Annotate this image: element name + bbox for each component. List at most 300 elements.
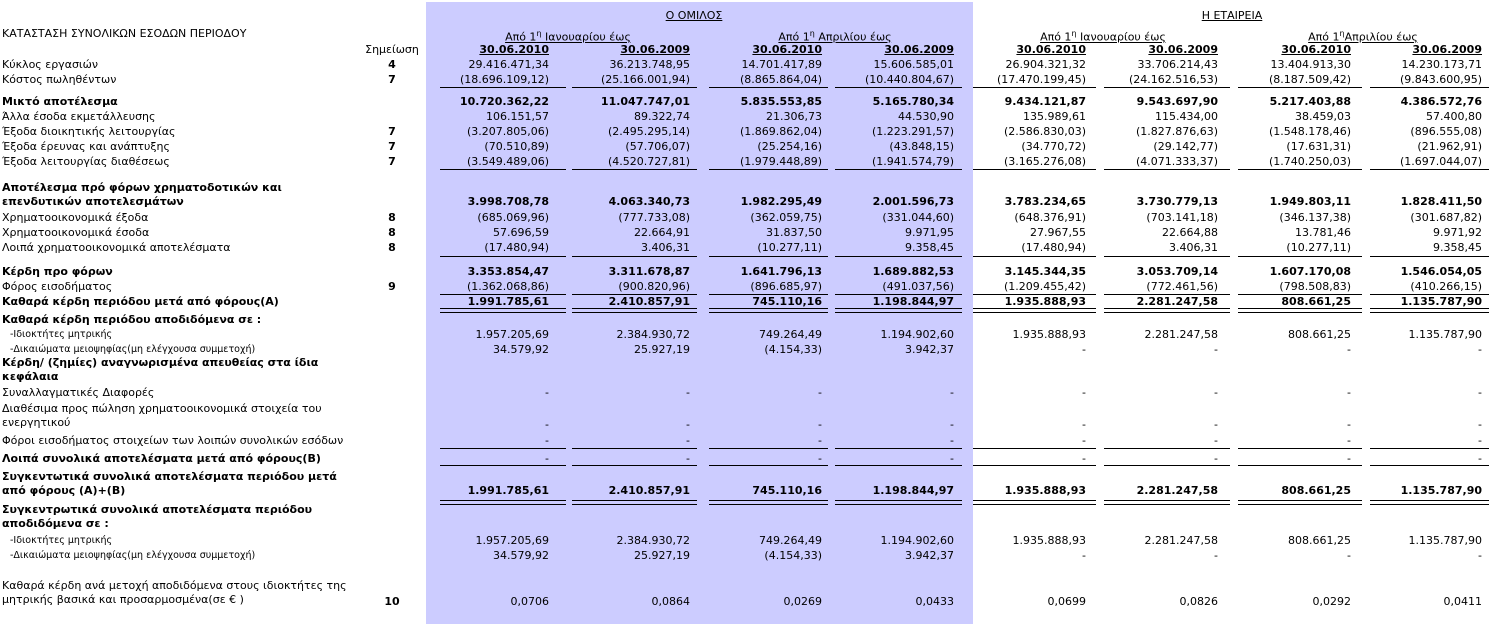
table-cell: (3.165.276,08) — [1003, 155, 1086, 168]
table-cell: 2.281.247,58 — [1144, 534, 1218, 547]
table-cell: (3.207.805,06) — [466, 125, 549, 138]
rule-line — [1104, 448, 1230, 449]
table-cell: 745.110,16 — [752, 484, 822, 497]
table-cell: 9.971,95 — [905, 226, 954, 239]
rule-line — [440, 465, 566, 466]
group-period-apr: Από $1^\eta$ Απριλίου έως — [778, 29, 892, 44]
table-cell: 13.404.913,30 — [1270, 58, 1351, 71]
table-cell: 5.165.780,34 — [872, 95, 954, 108]
table-cell: - — [1478, 434, 1482, 447]
table-cell: 1.991.785,61 — [467, 484, 549, 497]
table-cell: (43.848,15) — [889, 140, 954, 153]
table-cell: 1.982.295,49 — [740, 195, 822, 208]
table-cell: (70.510,89) — [484, 140, 549, 153]
table-cell: (362.059,75) — [750, 211, 822, 224]
rule-line — [709, 448, 828, 449]
table-cell: - — [1347, 343, 1351, 356]
date-header-7: 30.06.2009 — [1412, 43, 1482, 56]
table-cell: 44.530,90 — [898, 110, 954, 123]
rule-line — [1370, 465, 1489, 466]
table-cell: - — [545, 434, 549, 447]
table-cell: 808.661,25 — [1281, 295, 1351, 308]
table-cell: - — [950, 434, 954, 447]
row-label: Λοιπά χρηματοοικονομικά αποτελέσματα — [2, 241, 231, 254]
table-cell: 1.991.785,61 — [467, 295, 549, 308]
table-cell: 0,0269 — [783, 595, 822, 608]
rule-line — [1370, 87, 1489, 88]
table-cell: 2.384.930,72 — [616, 534, 690, 547]
table-cell: (24.162.516,53) — [1128, 73, 1218, 86]
table-cell: - — [545, 386, 549, 399]
table-cell: 29.416.471,34 — [468, 58, 549, 71]
table-cell: (9.843.600,95) — [1399, 73, 1482, 86]
table-cell: 1.641.796,13 — [740, 265, 822, 278]
double-rule-line — [973, 500, 1096, 505]
note-ref: 8 — [388, 241, 396, 254]
table-cell: 2.384.930,72 — [616, 328, 690, 341]
table-cell: 1.198.844,97 — [872, 484, 954, 497]
rule-line — [835, 256, 962, 257]
table-cell: - — [686, 418, 690, 431]
rule-line — [1370, 448, 1489, 449]
table-cell: 27.967,55 — [1030, 226, 1086, 239]
table-cell: 3.406,31 — [1169, 241, 1218, 254]
double-rule-line — [1238, 500, 1362, 505]
table-cell: 0,0826 — [1179, 595, 1218, 608]
row-label: Κύκλος εργασιών — [2, 58, 98, 71]
row-label: Συναλλαγματικές Διαφορές — [2, 386, 155, 399]
table-cell: - — [950, 418, 954, 431]
table-cell: 1.957.205,69 — [475, 534, 549, 547]
rule-line — [572, 465, 697, 466]
date-header-2: 30.06.2010 — [752, 43, 822, 56]
date-header-5: 30.06.2009 — [1148, 43, 1218, 56]
table-cell: - — [686, 452, 690, 465]
group-header: Ο ΟΜΙΛΟΣ — [665, 9, 723, 22]
table-cell: - — [1478, 343, 1482, 356]
row-label: Φόρος εισοδήματος — [2, 280, 113, 293]
date-header-6: 30.06.2010 — [1281, 43, 1351, 56]
double-rule-line — [572, 500, 697, 505]
row-label: -Δικαιώματα μειοψηφίας(μη ελέγχουσα συμμετοχή) — [10, 550, 256, 561]
table-cell: (331.044,60) — [882, 211, 954, 224]
table-cell: 1.135.787,90 — [1408, 328, 1482, 341]
row-label: Χρηματοοικονομικά έσοδα — [2, 226, 150, 239]
table-cell: - — [1214, 386, 1218, 399]
table-cell: 1.198.844,97 — [872, 295, 954, 308]
table-cell: (1.979.448,89) — [739, 155, 822, 168]
double-rule-line — [440, 500, 566, 505]
double-rule-line — [835, 308, 962, 313]
table-cell: 9.358,45 — [905, 241, 954, 254]
table-cell: (703.141,18) — [1146, 211, 1218, 224]
table-cell: (10.440.804,67) — [864, 73, 954, 86]
table-cell: (17.480,94) — [1021, 241, 1086, 254]
table-cell: (2.495.295,14) — [607, 125, 690, 138]
table-cell: 38.459,03 — [1295, 110, 1351, 123]
rule-line — [1104, 294, 1230, 295]
table-cell: (10.277,11) — [757, 241, 822, 254]
table-cell: 745.110,16 — [752, 295, 822, 308]
table-cell: 5.217.403,88 — [1269, 95, 1351, 108]
table-cell: 13.781,46 — [1295, 226, 1351, 239]
rule-line — [572, 169, 697, 170]
group-period-jan: Από $1^\eta$ Ιανουαρίου έως — [505, 29, 631, 44]
note-ref: 7 — [388, 73, 396, 86]
double-rule-line — [709, 500, 828, 505]
table-cell: 749.264,49 — [759, 328, 822, 341]
table-cell: (57.706,07) — [625, 140, 690, 153]
company-period-jan: Από $1^\eta$ Ιανουαρίου έως — [1040, 29, 1166, 44]
table-cell: (8.865.864,04) — [739, 73, 822, 86]
note-column-header: Σημείωση — [365, 43, 419, 56]
table-cell: - — [545, 452, 549, 465]
row-label: Άλλα έσοδα εκμετάλλευσης — [2, 110, 156, 123]
row-label: Φόροι εισοδήματος στοιχείων των λοιπών συνολικών εσόδων — [2, 434, 344, 447]
rule-line — [835, 169, 962, 170]
double-rule-line — [1370, 308, 1489, 313]
table-cell: 0,0411 — [1443, 595, 1482, 608]
rule-line — [572, 87, 697, 88]
table-cell: 2.001.596,73 — [872, 195, 954, 208]
rule-line — [440, 169, 566, 170]
table-cell: 11.047.747,01 — [600, 95, 690, 108]
double-rule-line — [973, 308, 1096, 313]
table-cell: 1.135.787,90 — [1408, 534, 1482, 547]
table-cell: 5.835.553,85 — [740, 95, 822, 108]
table-cell: - — [545, 418, 549, 431]
table-cell: 1.194.902,60 — [880, 534, 954, 547]
table-cell: 2.410.857,91 — [608, 295, 690, 308]
table-cell: - — [1347, 549, 1351, 562]
date-header-3: 30.06.2009 — [884, 43, 954, 56]
rule-line — [835, 294, 962, 295]
table-cell: (18.696.109,12) — [459, 73, 549, 86]
note-ref: 8 — [388, 211, 396, 224]
table-cell: (17.470.199,45) — [996, 73, 1086, 86]
rule-line — [1238, 87, 1362, 88]
row-label: Κέρδη/ (ζημίες) αναγνωρισμένα απευθείας στα ίδια κεφάλαια — [2, 356, 319, 383]
table-cell: 14.701.417,89 — [741, 58, 822, 71]
table-cell: 21.306,73 — [766, 110, 822, 123]
table-cell: (2.586.830,03) — [1003, 125, 1086, 138]
table-cell: 34.579,92 — [493, 549, 549, 562]
statement-title: ΚΑΤΑΣΤΑΣΗ ΣΥΝΟΛΙΚΩΝ ΕΣΟΔΩΝ ΠΕΡΙΟΔΟΥ — [2, 27, 247, 40]
table-cell: - — [950, 452, 954, 465]
table-cell: 3.311.678,87 — [608, 265, 690, 278]
rule-line — [973, 465, 1096, 466]
row-label: -Ιδιοκτήτες μητρικής — [10, 535, 113, 546]
table-cell: - — [1214, 418, 1218, 431]
table-cell: - — [1478, 386, 1482, 399]
note-ref: 10 — [384, 595, 400, 608]
table-cell: 26.904.321,32 — [1005, 58, 1086, 71]
table-cell: - — [1347, 434, 1351, 447]
double-rule-line — [1104, 308, 1230, 313]
double-rule-line — [440, 308, 566, 313]
table-cell: (4.154,33) — [764, 549, 822, 562]
table-cell: 3.998.708,78 — [467, 195, 549, 208]
row-label: -Δικαιώματα μειοψηφίας(μη ελέγχουσα συμμετοχή) — [10, 344, 256, 355]
table-cell: 34.579,92 — [493, 343, 549, 356]
rule-line — [1104, 169, 1230, 170]
row-label: Αποτέλεσμα πρό φόρων χρηματοδοτικών και επενδυτικών αποτελεσμάτων — [2, 181, 282, 208]
rule-line — [1238, 465, 1362, 466]
row-label: Διαθέσιμα προς πώληση χρηματοοικονομικά στοιχεία του ενεργητικού — [2, 402, 322, 429]
table-cell: (301.687,82) — [1410, 211, 1482, 224]
row-label: Έξοδα λειτουργίας διαθέσεως — [2, 155, 170, 168]
table-cell: - — [1478, 452, 1482, 465]
table-cell: - — [686, 434, 690, 447]
table-cell: - — [1082, 452, 1086, 465]
table-cell: - — [1082, 386, 1086, 399]
table-cell: (896.685,97) — [750, 280, 822, 293]
table-cell: - — [1347, 418, 1351, 431]
note-ref: 8 — [388, 226, 396, 239]
rule-line — [572, 294, 697, 295]
table-cell: 33.706.214,43 — [1137, 58, 1218, 71]
table-cell: (1.209.455,42) — [1003, 280, 1086, 293]
table-cell: (1.827.876,63) — [1135, 125, 1218, 138]
table-cell: - — [1347, 452, 1351, 465]
rule-line — [709, 294, 828, 295]
table-cell: 2.281.247,58 — [1144, 328, 1218, 341]
table-cell: - — [1082, 343, 1086, 356]
row-label: -Ιδιοκτήτες μητρικής — [10, 329, 113, 340]
table-cell: (4.154,33) — [764, 343, 822, 356]
table-cell: 1.607.170,08 — [1269, 265, 1351, 278]
table-cell: 0,0864 — [651, 595, 690, 608]
table-cell: 749.264,49 — [759, 534, 822, 547]
table-cell: (346.137,38) — [1279, 211, 1351, 224]
table-cell: 4.063.340,73 — [608, 195, 690, 208]
row-label: Μικτό αποτέλεσμα — [2, 95, 118, 108]
table-cell: (10.277,11) — [1286, 241, 1351, 254]
table-cell: 3.783.234,65 — [1004, 195, 1086, 208]
company-period-apr: Από $1^\eta A\pi\rho\iota\lambda ίo\upsilon$ έως — [1308, 29, 1418, 44]
table-cell: - — [1347, 386, 1351, 399]
rule-line — [973, 87, 1096, 88]
table-cell: 1.135.787,90 — [1400, 295, 1482, 308]
rule-line — [709, 169, 828, 170]
table-cell: 3.406,31 — [641, 241, 690, 254]
table-cell: 22.664,91 — [634, 226, 690, 239]
row-label: Καθαρά κέρδη περιόδου αποδιδόμενα σε : — [2, 313, 262, 326]
note-ref: 7 — [388, 155, 396, 168]
row-label: Κέρδη προ φόρων — [2, 265, 113, 278]
row-label: Καθαρά κέρδη περιόδου μετά από φόρους(Α) — [2, 295, 279, 308]
note-ref: 7 — [388, 140, 396, 153]
rule-line — [973, 169, 1096, 170]
table-cell: 0,0292 — [1312, 595, 1351, 608]
table-cell: 9.971,92 — [1433, 226, 1482, 239]
rule-line — [440, 448, 566, 449]
table-cell: - — [818, 452, 822, 465]
table-cell: (29.142,77) — [1153, 140, 1218, 153]
table-cell: (648.376,91) — [1014, 211, 1086, 224]
rule-line — [1238, 448, 1362, 449]
table-cell: (1.548.178,46) — [1268, 125, 1351, 138]
table-cell: 3.353.854,47 — [467, 265, 549, 278]
table-cell: 14.230.173,71 — [1401, 58, 1482, 71]
table-cell: 3.145.344,35 — [1004, 265, 1086, 278]
rule-line — [709, 87, 828, 88]
rule-line — [1104, 465, 1230, 466]
table-cell: 1.935.888,93 — [1004, 484, 1086, 497]
table-cell: (896.555,08) — [1410, 125, 1482, 138]
rule-line — [1370, 256, 1489, 257]
table-cell: 1.546.054,05 — [1400, 265, 1482, 278]
rule-line — [1238, 169, 1362, 170]
table-cell: - — [1082, 549, 1086, 562]
table-cell: 1.935.888,93 — [1004, 295, 1086, 308]
table-cell: (685.069,96) — [477, 211, 549, 224]
table-cell: 9.358,45 — [1433, 241, 1482, 254]
table-cell: 1.828.411,50 — [1400, 195, 1482, 208]
table-cell: (777.733,08) — [618, 211, 690, 224]
table-cell: 0,0699 — [1047, 595, 1086, 608]
table-cell: 0,0706 — [510, 595, 549, 608]
rule-line — [973, 294, 1096, 295]
table-cell: (900.820,96) — [618, 280, 690, 293]
rule-line — [440, 87, 566, 88]
table-cell: 31.837,50 — [766, 226, 822, 239]
rule-line — [835, 465, 962, 466]
rule-line — [1104, 256, 1230, 257]
table-cell: (1.869.862,04) — [739, 125, 822, 138]
table-cell: (1.697.044,07) — [1399, 155, 1482, 168]
table-cell: 3.730.779,13 — [1136, 195, 1218, 208]
table-cell: 2.281.247,58 — [1136, 484, 1218, 497]
table-cell: - — [818, 418, 822, 431]
date-header-1: 30.06.2009 — [620, 43, 690, 56]
rule-line — [1104, 87, 1230, 88]
table-cell: (410.266,15) — [1410, 280, 1482, 293]
table-cell: 808.661,25 — [1288, 534, 1351, 547]
table-cell: (4.520.727,81) — [607, 155, 690, 168]
double-rule-line — [709, 308, 828, 313]
row-label: Κόστος πωληθέντων — [2, 73, 117, 86]
table-cell: 2.410.857,91 — [608, 484, 690, 497]
table-cell: 57.696,59 — [493, 226, 549, 239]
table-cell: (25.254,16) — [757, 140, 822, 153]
table-cell: 22.664,88 — [1162, 226, 1218, 239]
table-cell: 25.927,19 — [634, 343, 690, 356]
date-header-4: 30.06.2010 — [1016, 43, 1086, 56]
table-cell: 1.689.882,53 — [872, 265, 954, 278]
table-cell: - — [1214, 452, 1218, 465]
table-cell: - — [1214, 343, 1218, 356]
table-cell: (17.480,94) — [484, 241, 549, 254]
table-cell: (1.362.068,86) — [466, 280, 549, 293]
row-label: Συγκεντρωτικά συνολικά αποτελέσματα περιόδου αποδιδόμενα σε : — [2, 503, 313, 530]
table-cell: 808.661,25 — [1281, 484, 1351, 497]
table-cell: 9.543.697,90 — [1136, 95, 1218, 108]
table-cell: - — [1082, 434, 1086, 447]
rule-line — [572, 256, 697, 257]
row-label: Συγκεντωτικά συνολικά αποτελέσματα περιόδου μετά από φόρους (Α)+(Β) — [2, 470, 337, 497]
table-cell: (8.187.509,42) — [1268, 73, 1351, 86]
note-ref: 4 — [388, 58, 396, 71]
table-cell: 10.720.362,22 — [459, 95, 549, 108]
table-cell: 135.989,61 — [1023, 110, 1086, 123]
rule-line — [440, 294, 566, 295]
table-cell: 57.400,80 — [1426, 110, 1482, 123]
double-rule-line — [835, 500, 962, 505]
table-cell: - — [818, 434, 822, 447]
table-cell: 4.386.572,76 — [1400, 95, 1482, 108]
double-rule-line — [1104, 500, 1230, 505]
rule-line — [1370, 169, 1489, 170]
table-cell: 115.434,00 — [1155, 110, 1218, 123]
table-cell: - — [1478, 418, 1482, 431]
double-rule-line — [572, 308, 697, 313]
table-cell: 3.942,37 — [905, 549, 954, 562]
table-cell: 1.935.888,93 — [1012, 534, 1086, 547]
row-label: Έξοδα έρευνας και ανάπτυξης — [2, 140, 170, 153]
rule-line — [973, 256, 1096, 257]
table-cell: (491.037,56) — [882, 280, 954, 293]
rule-line — [835, 448, 962, 449]
note-ref: 9 — [388, 280, 396, 293]
table-cell: 1.135.787,90 — [1400, 484, 1482, 497]
table-cell: - — [686, 386, 690, 399]
table-cell: 3.053.709,14 — [1136, 265, 1218, 278]
table-cell: - — [1478, 549, 1482, 562]
rule-line — [835, 87, 962, 88]
rule-line — [440, 256, 566, 257]
table-cell: (4.071.333,37) — [1135, 155, 1218, 168]
table-cell: 1.935.888,93 — [1012, 328, 1086, 341]
table-cell: (3.549.489,06) — [466, 155, 549, 168]
table-cell: 15.606.585,01 — [873, 58, 954, 71]
rule-line — [1238, 294, 1362, 295]
table-cell: - — [950, 386, 954, 399]
table-cell: 2.281.247,58 — [1136, 295, 1218, 308]
table-cell: 1.957.205,69 — [475, 328, 549, 341]
table-cell: - — [818, 386, 822, 399]
table-cell: 36.213.748,95 — [609, 58, 690, 71]
table-cell: 3.942,37 — [905, 343, 954, 356]
rule-line — [709, 465, 828, 466]
table-cell: (17.631,31) — [1286, 140, 1351, 153]
table-cell: (772.461,56) — [1146, 280, 1218, 293]
table-cell: 25.927,19 — [634, 549, 690, 562]
table-cell: (25.166.001,94) — [600, 73, 690, 86]
table-cell: 1.949.803,11 — [1269, 195, 1351, 208]
note-ref: 7 — [388, 125, 396, 138]
row-label: Έξοδα διοικητικής λειτουργίας — [2, 125, 176, 138]
row-label: Καθαρά κέρδη ανά μετοχή αποδιδόμενα στους ιδιοκτήτες της μητρικής βασικά και προσαρμοσμένα(σε € ) — [2, 579, 347, 606]
company-header: Η ΕΤΑΙΡΕΙΑ — [1201, 9, 1263, 22]
table-cell: 0,0433 — [915, 595, 954, 608]
table-cell: (1.223.291,57) — [871, 125, 954, 138]
rule-line — [1370, 294, 1489, 295]
table-cell: 9.434.121,87 — [1004, 95, 1086, 108]
double-rule-line — [1370, 500, 1489, 505]
table-cell: - — [1082, 418, 1086, 431]
table-cell: 89.322,74 — [634, 110, 690, 123]
rule-line — [709, 256, 828, 257]
table-cell: (34.770,72) — [1021, 140, 1086, 153]
table-cell: - — [1214, 549, 1218, 562]
rule-line — [1238, 256, 1362, 257]
table-cell: (798.508,83) — [1279, 280, 1351, 293]
table-cell: 808.661,25 — [1288, 328, 1351, 341]
table-cell: 106.151,57 — [486, 110, 549, 123]
row-label: Λοιπά συνολικά αποτελέσματα μετά από φόρους(Β) — [2, 452, 321, 465]
date-header-0: 30.06.2010 — [479, 43, 549, 56]
